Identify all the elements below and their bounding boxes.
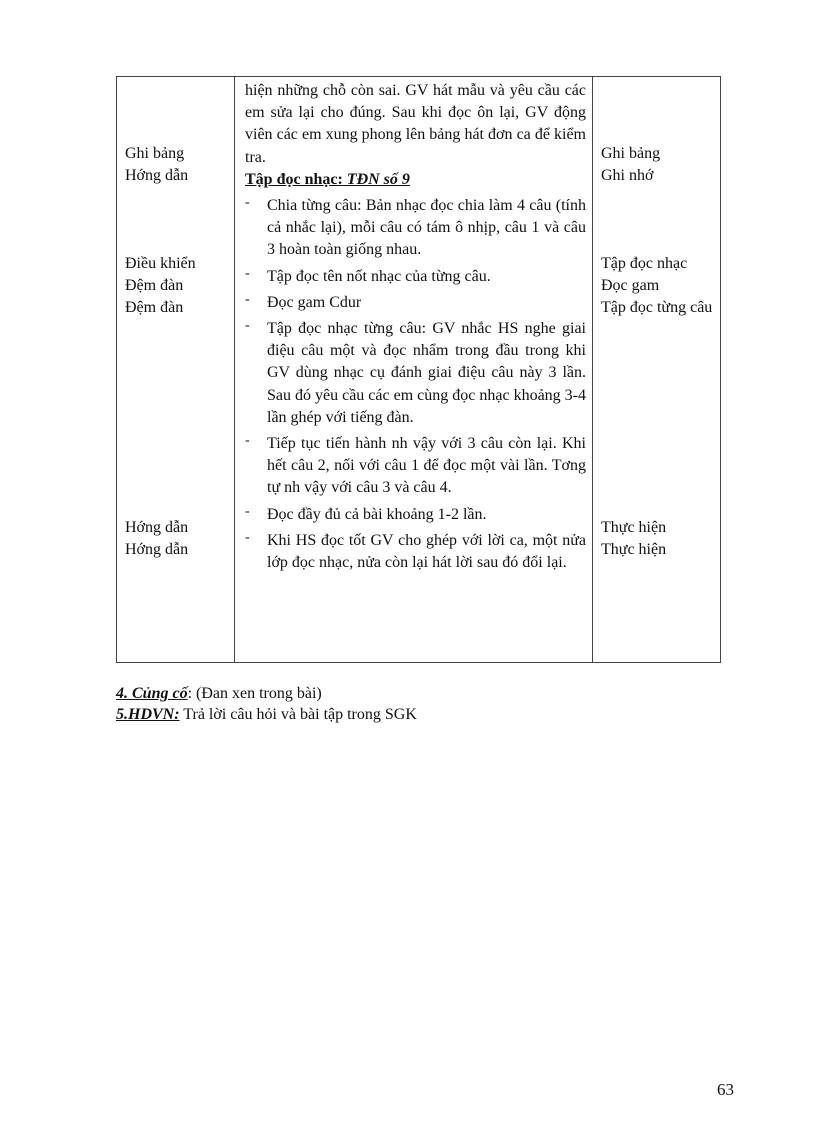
left-note: Hớng dẫn bbox=[125, 541, 189, 558]
list-item: - Tập đọc tên nốt nhạc của từng câu. bbox=[245, 266, 586, 288]
list-item: - Tiếp tục tiến hành nh vậy với 3 câu còn lại. Khi hết câu 2, nối với câu 1 để đọc một vài lần. Tơng tự nh vậy với câu 3 và câu 4. bbox=[245, 433, 586, 500]
page-number: 63 bbox=[717, 1080, 734, 1099]
consolidation-text: : (Đan xen trong bài) bbox=[187, 685, 322, 702]
homework-line bbox=[116, 705, 417, 725]
step-list bbox=[245, 195, 586, 574]
list-item: - Đọc gam Cdur bbox=[245, 292, 586, 314]
table-row bbox=[117, 77, 721, 663]
consolidation-label: 4. Củng cố bbox=[116, 685, 188, 702]
left-note: Đệm đàn bbox=[125, 299, 184, 316]
right-note: Tập đọc nhạc bbox=[601, 255, 688, 272]
list-item: - Chia từng câu: Bản nhạc đọc chia làm 4 câu (tính cả nhắc lại), mỗi câu có tám ô nhịp, câu 1 và câu 3 hoàn toàn giống nhau. bbox=[245, 195, 586, 262]
left-note: Hớng dẫn bbox=[125, 167, 189, 184]
left-note: Đệm đàn bbox=[125, 277, 184, 294]
homework-label: 5.HDVN: bbox=[116, 706, 180, 723]
right-note: Ghi nhớ bbox=[601, 167, 654, 184]
lesson-table bbox=[116, 76, 721, 663]
heading-title: TĐN số 9 bbox=[342, 170, 410, 188]
section-heading bbox=[245, 169, 586, 191]
right-note: Tập đọc từng câu bbox=[601, 299, 713, 316]
right-note: Thực hiện bbox=[601, 519, 667, 536]
intro-paragraph: hiện những chỗ còn sai. GV hát mẫu và yêu cầu các em sửa lại cho đúng. Sau khi đọc ôn lại, GV động viên các em xung phong lên bảng hát đơn ca để kiểm tra. bbox=[245, 82, 586, 166]
right-note: Đọc gam bbox=[601, 277, 660, 294]
student-activity-column bbox=[593, 77, 721, 663]
list-item: - Tập đọc nhạc từng câu: GV nhắc HS nghe giai điệu câu một và đọc nhẩm trong đầu trong khi GV dùng nhạc cụ đánh giai điệu câu này 3 lần. Sau đó yêu cầu các em cùng đọc nhạc khoảng 3-4 lần ghép với tiếng đàn. bbox=[245, 318, 586, 429]
heading-label: Tập đọc nhạc: bbox=[245, 170, 343, 188]
list-item: - Đọc đầy đủ cả bài khoảng 1-2 lần. bbox=[245, 504, 586, 526]
left-note: Hớng dẫn bbox=[125, 519, 189, 536]
consolidation-line bbox=[116, 684, 322, 704]
content-column bbox=[235, 77, 593, 663]
list-item: - Khi HS đọc tốt GV cho ghép với lời ca, một nửa lớp đọc nhạc, nửa còn lại hát lời sau đó đổi lại. bbox=[245, 530, 586, 574]
left-note: Ghi bảng bbox=[125, 145, 185, 162]
right-note: Ghi bảng bbox=[601, 145, 661, 162]
teacher-activity-column bbox=[117, 77, 235, 663]
right-note: Thực hiện bbox=[601, 541, 667, 558]
homework-text: Trả lời câu hỏi và bài tập trong SGK bbox=[179, 706, 417, 723]
left-note: Điều khiển bbox=[125, 255, 196, 272]
